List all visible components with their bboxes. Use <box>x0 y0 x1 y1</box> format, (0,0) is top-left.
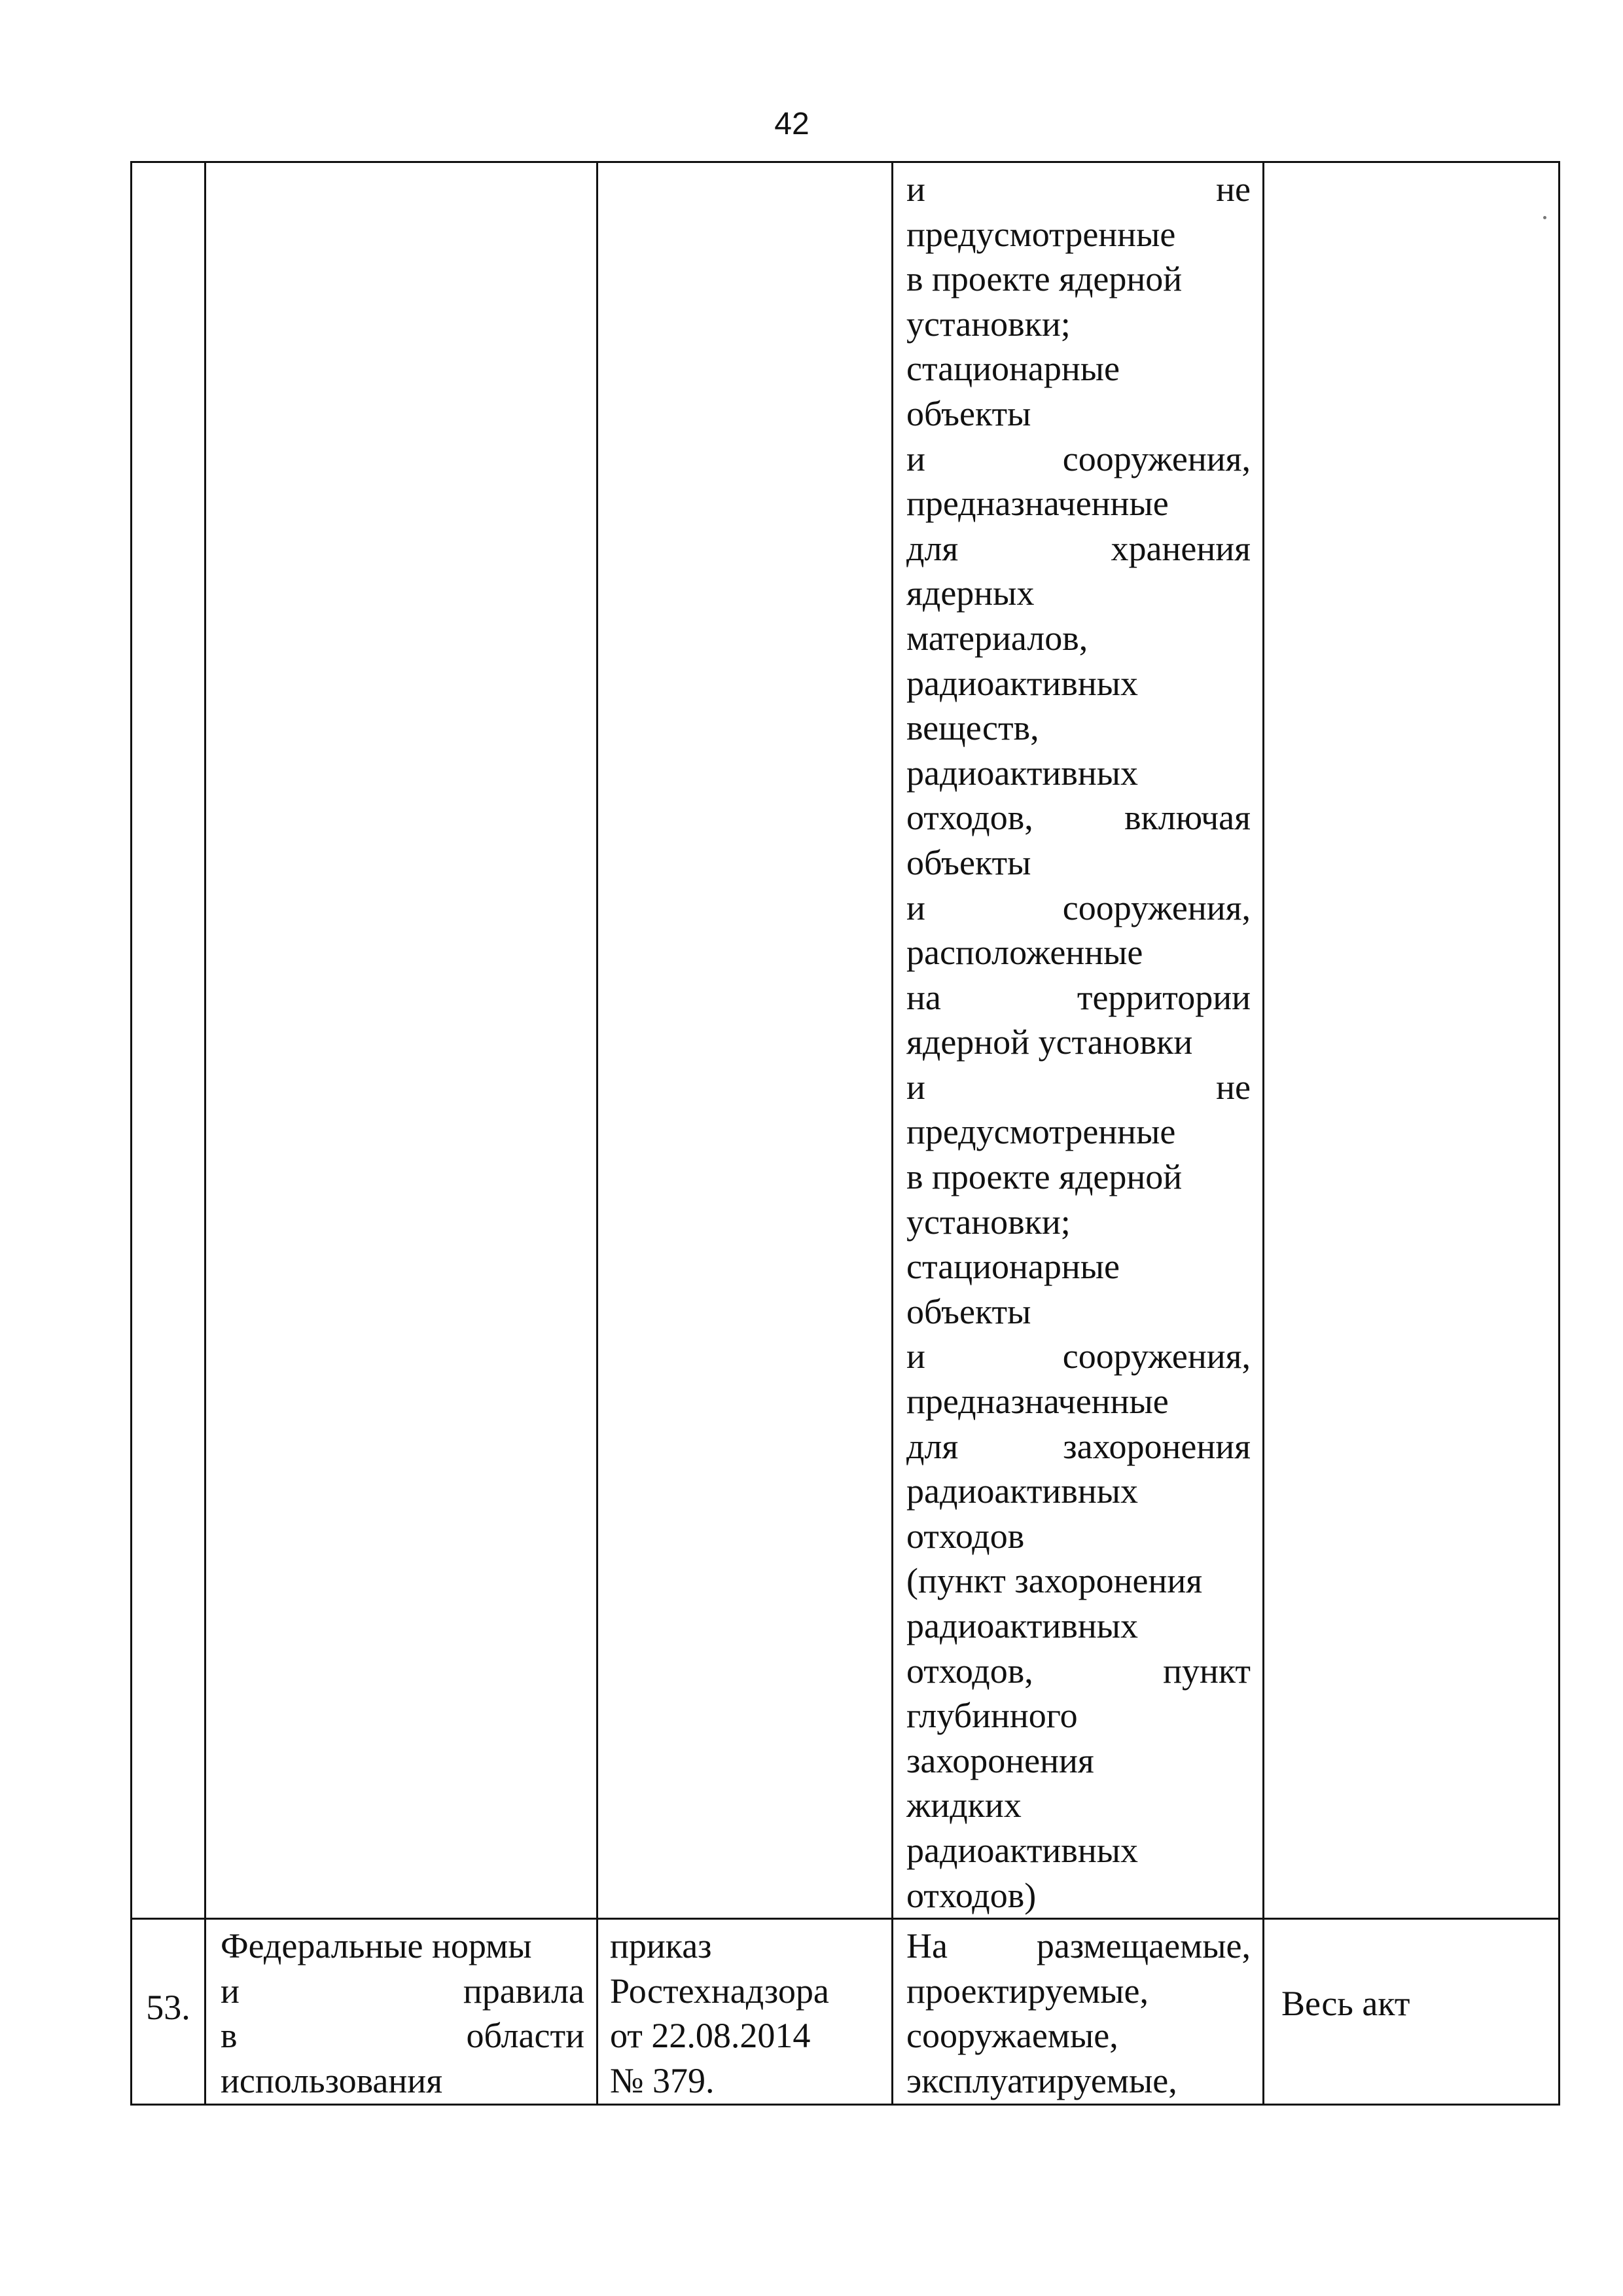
table-row-continuation <box>132 162 1560 1919</box>
text-word: размещаемые, <box>1036 1926 1251 1966</box>
text-line <box>906 1424 1251 1469</box>
text-word: сооружения, <box>1062 888 1251 927</box>
extent-cell <box>1264 1919 1560 2104</box>
text-line: отходов <box>906 1516 1025 1556</box>
text-word: в <box>221 2016 238 2056</box>
text-line: захоронения <box>906 1740 1094 1780</box>
text-word: не <box>1216 1067 1251 1107</box>
text-line: отходов) <box>906 1875 1037 1915</box>
text-word: области <box>466 2016 584 2056</box>
text-word: и <box>906 439 925 478</box>
text-line: от 22.08.2014 <box>610 2016 811 2056</box>
text-word: хранения <box>1111 528 1251 568</box>
text-line: объекты <box>906 842 1031 882</box>
text-line: ядерных <box>906 573 1035 613</box>
text-line: приказ <box>610 1926 712 1966</box>
text-line <box>906 1334 1251 1379</box>
text-line <box>906 167 1251 212</box>
row-number-cell-empty <box>132 162 205 1919</box>
text-line: сооружаемые, <box>906 2016 1118 2056</box>
text-line: стационарные <box>906 349 1120 389</box>
text-line: веществ, <box>906 708 1039 748</box>
text-line: установки; <box>906 304 1071 344</box>
act-document-cell <box>597 1919 893 2104</box>
text-word: и <box>906 888 925 927</box>
text-line: ядерной установки <box>906 1022 1193 1062</box>
text-line: радиоактивных <box>906 1830 1139 1870</box>
text-line: Федеральные нормы <box>221 1926 532 1966</box>
text-line: № 379. <box>610 2060 715 2100</box>
regulation-table <box>130 161 1560 2106</box>
row-number-cell <box>132 1919 205 2104</box>
text-line: в проекте ядерной <box>906 1157 1183 1197</box>
text-word: включая <box>1124 798 1251 838</box>
text-word: для <box>906 528 959 568</box>
text-word: отходов, <box>906 1651 1033 1691</box>
act-title-text <box>206 1920 596 2103</box>
scope-cell <box>893 162 1264 1919</box>
text-line <box>906 1065 1251 1110</box>
text-line <box>906 795 1251 840</box>
text-word: пункт <box>1163 1651 1251 1691</box>
text-line: предназначенные <box>906 1382 1169 1422</box>
text-line <box>906 437 1251 482</box>
text-line: глубинного <box>906 1696 1078 1736</box>
text-line: жидких <box>906 1785 1022 1825</box>
text-line <box>906 526 1251 571</box>
text-line: установки; <box>906 1202 1071 1242</box>
text-line: предусмотренные <box>906 1112 1176 1152</box>
act-title-cell-empty <box>205 162 597 1919</box>
scope-text-53 <box>893 1920 1262 2103</box>
text-line: предусмотренные <box>906 214 1176 254</box>
act-document-cell-empty <box>597 162 893 1919</box>
scope-text <box>893 163 1262 1918</box>
text-line: объекты <box>906 393 1031 433</box>
table-row-53 <box>132 1919 1560 2104</box>
text-line <box>906 1924 1251 1969</box>
text-line: предназначенные <box>906 484 1169 524</box>
scope-cell-53 <box>893 1919 1264 2104</box>
text-line: материалов, <box>906 618 1088 658</box>
text-word: На <box>906 1926 948 1966</box>
text-word: и <box>906 1067 925 1107</box>
text-line <box>906 1649 1251 1694</box>
extent-cell-empty <box>1264 162 1560 1919</box>
text-word: сооружения, <box>1062 439 1251 478</box>
text-line <box>221 2013 584 2058</box>
act-document-text <box>598 1920 891 2103</box>
text-word: территории <box>1077 977 1251 1017</box>
text-line <box>906 886 1251 931</box>
text-line: радиоактивных <box>906 663 1139 703</box>
text-line: проектируемые, <box>906 1971 1149 2011</box>
text-word: и <box>906 170 925 209</box>
text-line: использования <box>221 2060 443 2100</box>
text-word: правила <box>463 1971 584 2011</box>
text-line: Ростехнадзора <box>610 1971 829 2011</box>
row-number: 53. <box>146 1988 190 2028</box>
text-word: захоронения <box>1063 1426 1251 1466</box>
text-line: радиоактивных <box>906 753 1139 793</box>
text-line: стационарные <box>906 1247 1120 1287</box>
text-line <box>221 1969 584 2014</box>
text-line: эксплуатируемые, <box>906 2060 1177 2100</box>
text-word: для <box>906 1426 959 1466</box>
page-number: 42 <box>774 107 810 141</box>
text-word: на <box>906 977 941 1017</box>
text-line <box>906 975 1251 1020</box>
text-word: и <box>221 1971 240 2011</box>
text-line: радиоактивных <box>906 1606 1139 1645</box>
text-line: объекты <box>906 1291 1031 1331</box>
text-line: в проекте ядерной <box>906 259 1183 299</box>
text-line: радиоактивных <box>906 1471 1139 1511</box>
text-line: (пункт захоронения <box>906 1561 1203 1601</box>
text-word: не <box>1216 170 1251 209</box>
text-word: и <box>906 1336 925 1376</box>
extent-text: Весь акт <box>1281 1984 1410 2024</box>
act-title-cell <box>205 1919 597 2104</box>
text-line: расположенные <box>906 933 1143 973</box>
text-word: отходов, <box>906 798 1033 838</box>
text-word: сооружения, <box>1062 1336 1251 1376</box>
